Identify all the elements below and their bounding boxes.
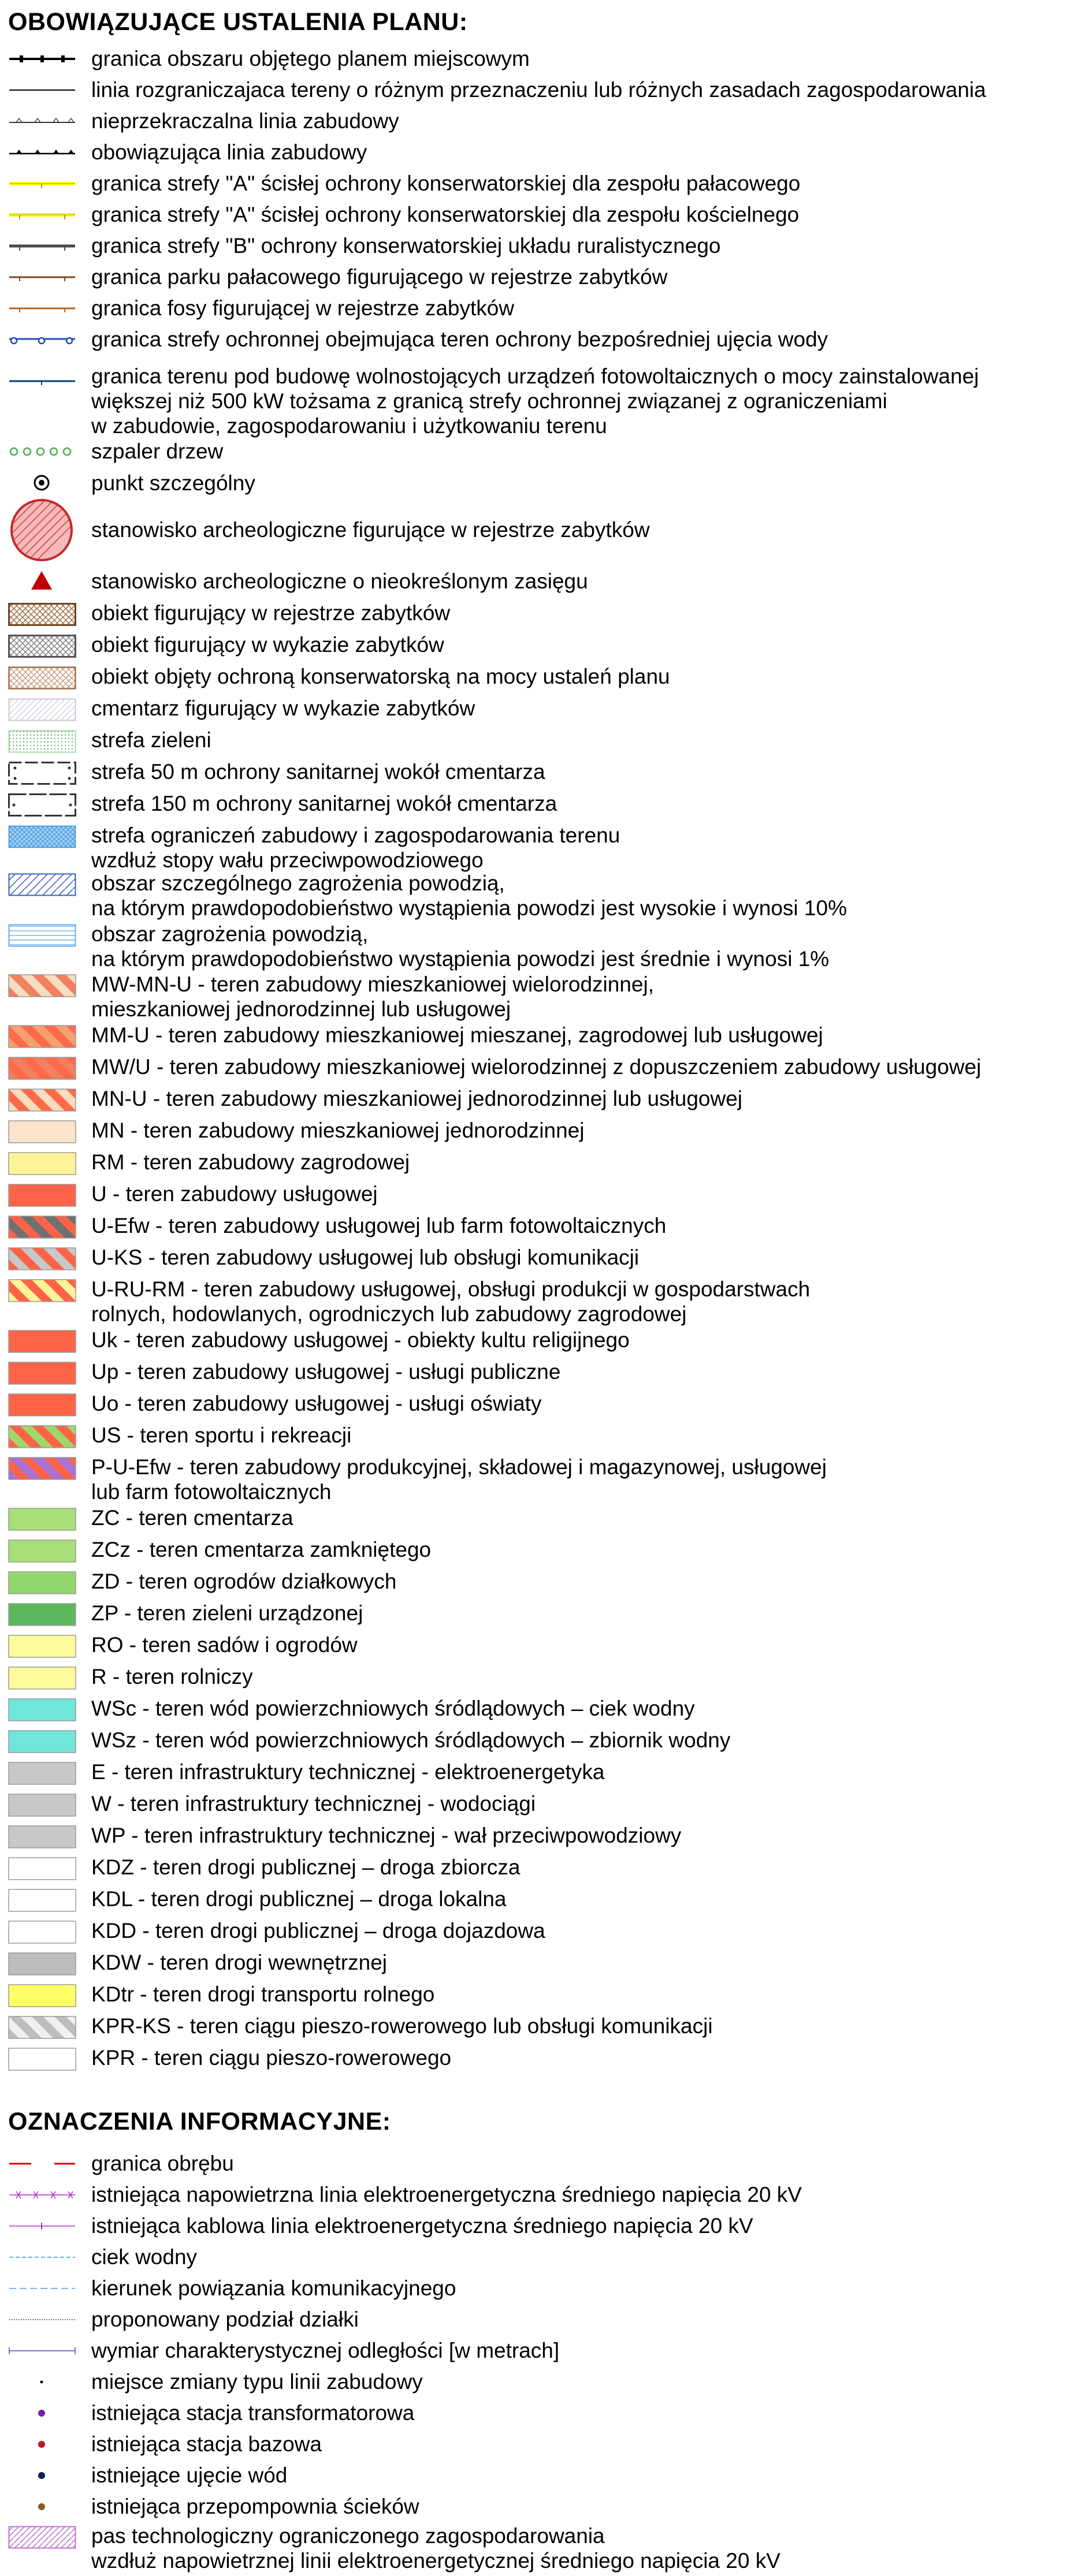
legend-label: szpaler drzew (91, 439, 224, 463)
land-use-swatch (8, 1667, 76, 1690)
overhead-power-line-icon (8, 2189, 76, 2202)
zone-a-palace-boundary-icon (8, 178, 76, 191)
legend-label: granica strefy "A" ścisłej ochrony konserwatorskiej dla zespołu pałacowego (91, 172, 801, 195)
legend-label: pas technologiczny ograniczonego zagospodarowania (91, 2524, 605, 2548)
legend-label: ZCz - teren cmentarza zamkniętego (91, 1538, 432, 1561)
land-use-swatch (8, 2016, 76, 2039)
transformer-station-icon (8, 2407, 76, 2420)
legend-label: strefa 150 m ochrony sanitarnej wokół cmentarza (91, 792, 557, 815)
legend-label: ZC - teren cmentarza (91, 1506, 293, 1530)
legend-label: KDZ - teren drogi publicznej – droga zbiorcza (91, 1855, 521, 1879)
legend-label: obiekt figurujący w rejestrze zabytków (91, 601, 451, 625)
legend-label: cmentarz figurujący w wykazie zabytków (91, 696, 475, 720)
legend-label: ZP - teren zieleni urządzonej (91, 1601, 363, 1625)
legend-label: P-U-Efw - teren zabudowy produkcyjnej, składowej i magazynowej, usługowej (91, 1455, 827, 1479)
legend-label: granica obszaru objętego planem miejscowym (91, 47, 530, 70)
land-use-swatch (8, 1921, 76, 1944)
legend-label: wymiar charakterystycznej odległości [w metrach] (91, 2339, 560, 2362)
legend-label: strefa 50 m ochrony sanitarnej wokół cmentarza (91, 760, 545, 784)
legend-label: RM - teren zabudowy zagrodowej (91, 1150, 410, 1174)
legend-label: linia rozgraniczajaca tereny o różnym przeznaczeniu lub różnych zasadach zagospodarowania (91, 78, 986, 102)
legend-label: Uo - teren zabudowy usługowej - usługi oświaty (91, 1392, 542, 1415)
legend-label: nieprzekraczalna linia zabudowy (91, 109, 399, 133)
legend-label: KDW - teren drogi wewnętrznej (91, 1951, 388, 1974)
legend-label: Up - teren zabudowy usługowej - usługi publiczne (91, 1360, 561, 1384)
land-use-swatch (8, 1425, 76, 1448)
flood-high-risk-swatch (8, 873, 76, 896)
legend-label: R - teren rolniczy (91, 1665, 253, 1688)
land-use-swatch (8, 1457, 76, 1480)
legend-label: WP - teren infrastruktury technicznej - wał przeciwpowodziowy (91, 1824, 682, 1847)
legend-label: stanowisko archeologiczne o nieokreślonym zasięgu (91, 569, 588, 593)
land-use-swatch (8, 1279, 76, 1302)
land-use-swatch (8, 1952, 76, 1975)
legend-label: US - teren sportu i rekreacji (91, 1423, 352, 1447)
cemetery-inventory-swatch (8, 698, 76, 721)
legend-label: RO - teren sadów i ogrodów (91, 1633, 358, 1657)
legend-label: obiekt objęty ochroną konserwatorską na mocy ustaleń planu (91, 665, 670, 688)
inventory-object-swatch (8, 635, 76, 658)
land-use-swatch (8, 1571, 76, 1594)
water-intake-zone-boundary-icon (8, 334, 76, 346)
mandatory-building-line-icon (8, 147, 76, 159)
legend-label: lub farm fotowoltaicznych (91, 1480, 332, 1504)
legend-label: U-RU-RM - teren zabudowy usługowej, obsługi produkcji w gospodarstwach (91, 1277, 811, 1301)
legend-label: E - teren infrastruktury technicznej - elektroenergetyka (91, 1760, 605, 1784)
land-use-swatch (8, 1184, 76, 1207)
base-station-icon (8, 2439, 76, 2451)
legend-label: U-KS - teren zabudowy usługowej lub obsługi komunikacji (91, 1246, 640, 1269)
legend-label: strefa zieleni (91, 728, 211, 752)
section-heading-informational: OZNACZENIA INFORMACYJNE: (8, 2108, 391, 2135)
land-use-swatch (8, 1794, 76, 1817)
land-use-division-line-icon (8, 84, 76, 97)
land-use-swatch (8, 1330, 76, 1353)
legend-label: U-Efw - teren zabudowy usługowej lub farm fotowoltaicznych (91, 1214, 667, 1237)
land-use-swatch (8, 1635, 76, 1658)
building-line-change-icon (8, 2376, 76, 2389)
legend-label: MN - teren zabudowy mieszkaniowej jednorodzinnej (91, 1119, 585, 1142)
land-use-swatch (8, 1603, 76, 1626)
legend-label: WSc - teren wód powierzchniowych śródlądowych – ciek wodny (91, 1697, 695, 1720)
land-use-swatch (8, 974, 76, 997)
legend-label: granica fosy figurującej w rejestrze zabytków (91, 296, 515, 320)
legend-label: MW-MN-U - teren zabudowy mieszkaniowej wielorodzinnej, (91, 972, 654, 996)
palace-park-boundary-icon (8, 271, 76, 284)
zone-b-boundary-icon (8, 240, 76, 253)
land-use-swatch (8, 1539, 76, 1563)
legend-label: obowiązująca linia zabudowy (91, 140, 367, 164)
tech-strip-swatch (8, 2526, 76, 2549)
water-intake-icon (8, 2470, 76, 2482)
legend-label: KPR-KS - teren ciągu pieszo-rowerowego lub obsługi komunikacji (91, 2014, 713, 2038)
legend-label: KPR - teren ciągu pieszo-rowerowego (91, 2046, 452, 2070)
legend-label: KDD - teren drogi publicznej – droga dojazdowa (91, 1919, 545, 1943)
plan-boundary-line-icon (8, 53, 76, 66)
land-use-swatch (8, 1362, 76, 1385)
legend-label: mieszkaniowej jednorodzinnej lub usługowej (91, 997, 511, 1021)
land-use-swatch (8, 1393, 76, 1416)
sanitary-150m-swatch (8, 793, 76, 817)
land-use-swatch (8, 1857, 76, 1880)
protected-object-swatch (8, 666, 76, 689)
legend-label: granica parku pałacowego figurującego w rejestrze zabytków (91, 265, 668, 289)
archaeological-site-undefined-icon (8, 570, 76, 591)
land-use-swatch (8, 1889, 76, 1912)
archaeological-site-register-icon (8, 497, 76, 564)
legend-label: ciek wodny (91, 2245, 198, 2269)
green-zone-swatch (8, 730, 76, 753)
legend-label: MN-U - teren zabudowy mieszkaniowej jednorodzinnej lub usługowej (91, 1087, 743, 1110)
register-object-swatch (8, 603, 76, 626)
land-use-swatch (8, 1984, 76, 2007)
legend-label: wzdłuż napowietrznej linii elektroenergetycznej średniego napięcia 20 kV (91, 2549, 780, 2573)
legend-label: miejsce zmiany typu linii zabudowy (91, 2370, 423, 2394)
legend-label: większej niż 500 kW tożsama z granicą strefy ochronnej związanej z ograniczeniami (91, 389, 887, 413)
legend-label: KDtr - teren drogi transportu rolnego (91, 1982, 435, 2006)
land-use-swatch (8, 1216, 76, 1239)
legend-label: istniejąca przepompownia ścieków (91, 2495, 419, 2518)
legend-label: WSz - teren wód powierzchniowych śródlądowych – zbiornik wodny (91, 1728, 731, 1752)
legend-label: istniejąca kablowa linia elektroenergetyczna średniego napięcia 20 kV (91, 2214, 753, 2238)
legend-label: Uk - teren zabudowy usługowej - obiekty kultu religijnego (91, 1328, 630, 1352)
legend-label: na którym prawdopodobieństwo wystąpienia powodzi jest średnie i wynosi 1% (91, 947, 830, 971)
levee-restriction-swatch (8, 825, 76, 848)
land-use-swatch (8, 1025, 76, 1048)
legend-label: na którym prawdopodobieństwo wystąpienia powodzi jest wysokie i wynosi 10% (91, 896, 847, 920)
legend-label: U - teren zabudowy usługowej (91, 1182, 378, 1206)
legend-label: granica terenu pod budowę wolnostojących urządzeń fotowoltaicznych o mocy zainstalowanej (91, 364, 979, 388)
legend-label: istniejąca stacja transformatorowa (91, 2401, 415, 2425)
legend-label: granica strefy "B" ochrony konserwatorskiej układu ruralistycznego (91, 234, 721, 258)
legend-label: KDL - teren drogi publicznej – droga lokalna (91, 1887, 507, 1911)
land-use-swatch (8, 1120, 76, 1143)
tree-row-icon (8, 446, 76, 457)
legend-label: MW/U - teren zabudowy mieszkaniowej wielorodzinnej z dopuszczeniem zabudowy usługowej (91, 1055, 982, 1079)
land-use-swatch (8, 1508, 76, 1531)
legend-label: wzdłuż stopy wału przeciwpowodziowego (91, 848, 484, 872)
legend-label: stanowisko archeologiczne figurujące w rejestrze zabytków (91, 518, 650, 542)
legend-label: rolnych, hodowlanych, ogrodniczych lub zabudowy zagrodowej (91, 1302, 687, 1326)
legend-label: granica strefy "A" ścisłej ochrony konserwatorskiej dla zespołu kościelnego (91, 203, 800, 226)
legend-label: granica obrębu (91, 2152, 234, 2175)
characteristic-distance-icon (8, 2345, 76, 2358)
legend-label: obiekt figurujący w wykazie zabytków (91, 633, 444, 657)
transport-link-direction-icon (8, 2283, 76, 2295)
sanitary-50m-swatch (8, 762, 76, 785)
land-use-swatch (8, 1088, 76, 1112)
legend-label: obszar szczególnego zagrożenia powodzią, (91, 871, 505, 895)
precinct-boundary-icon (8, 2158, 76, 2171)
watercourse-icon (8, 2251, 76, 2264)
legend-label: kierunek powiązania komunikacyjnego (91, 2276, 456, 2300)
legend-label: W - teren infrastruktury technicznej - wodociągi (91, 1792, 536, 1815)
land-use-swatch (8, 1057, 76, 1080)
moat-boundary-icon (8, 303, 76, 315)
legend-label: strefa ograniczeń zabudowy i zagospodarowania terenu (91, 823, 620, 847)
pv-boundary-line-icon (8, 376, 76, 386)
legend-label: istniejąca stacja bazowa (91, 2432, 322, 2456)
land-use-swatch (8, 1730, 76, 1753)
land-use-swatch (8, 1152, 76, 1175)
legend-label: istniejące ujęcie wód (91, 2463, 288, 2487)
legend-label: granica strefy ochronnej obejmująca teren ochrony bezpośredniej ujęcia wody (91, 327, 828, 351)
proposed-plot-division-icon (8, 2314, 76, 2327)
land-use-swatch (8, 2048, 76, 2071)
legend-label: w zabudowie, zagospodarowaniu i użytkowaniu terenu (91, 414, 607, 438)
land-use-swatch (8, 1825, 76, 1848)
legend-label: MM-U - teren zabudowy mieszkaniowej mieszanej, zagrodowej lub usługowej (91, 1023, 823, 1047)
non-exceedable-building-line-icon (8, 115, 76, 128)
cable-power-line-icon (8, 2220, 76, 2233)
section-heading-mandatory: OBOWIĄZUJĄCE USTALENIA PLANU: (8, 8, 468, 36)
zone-a-church-boundary-icon (8, 209, 76, 222)
flood-medium-risk-swatch (8, 924, 76, 947)
land-use-swatch (8, 1247, 76, 1270)
legend-label: obszar zagrożenia powodzią, (91, 922, 369, 946)
sewage-pumping-station-icon (8, 2501, 76, 2514)
legend-label: ZD - teren ogrodów działkowych (91, 1570, 397, 1593)
legend-label: istniejąca napowietrzna linia elektroenergetyczna średniego napięcia 20 kV (91, 2183, 802, 2206)
special-point-icon (8, 473, 76, 493)
legend-label: punkt szczególny (91, 471, 255, 495)
land-use-swatch (8, 1698, 76, 1721)
legend-label: proponowany podział działki (91, 2307, 359, 2331)
land-use-swatch (8, 1762, 76, 1785)
